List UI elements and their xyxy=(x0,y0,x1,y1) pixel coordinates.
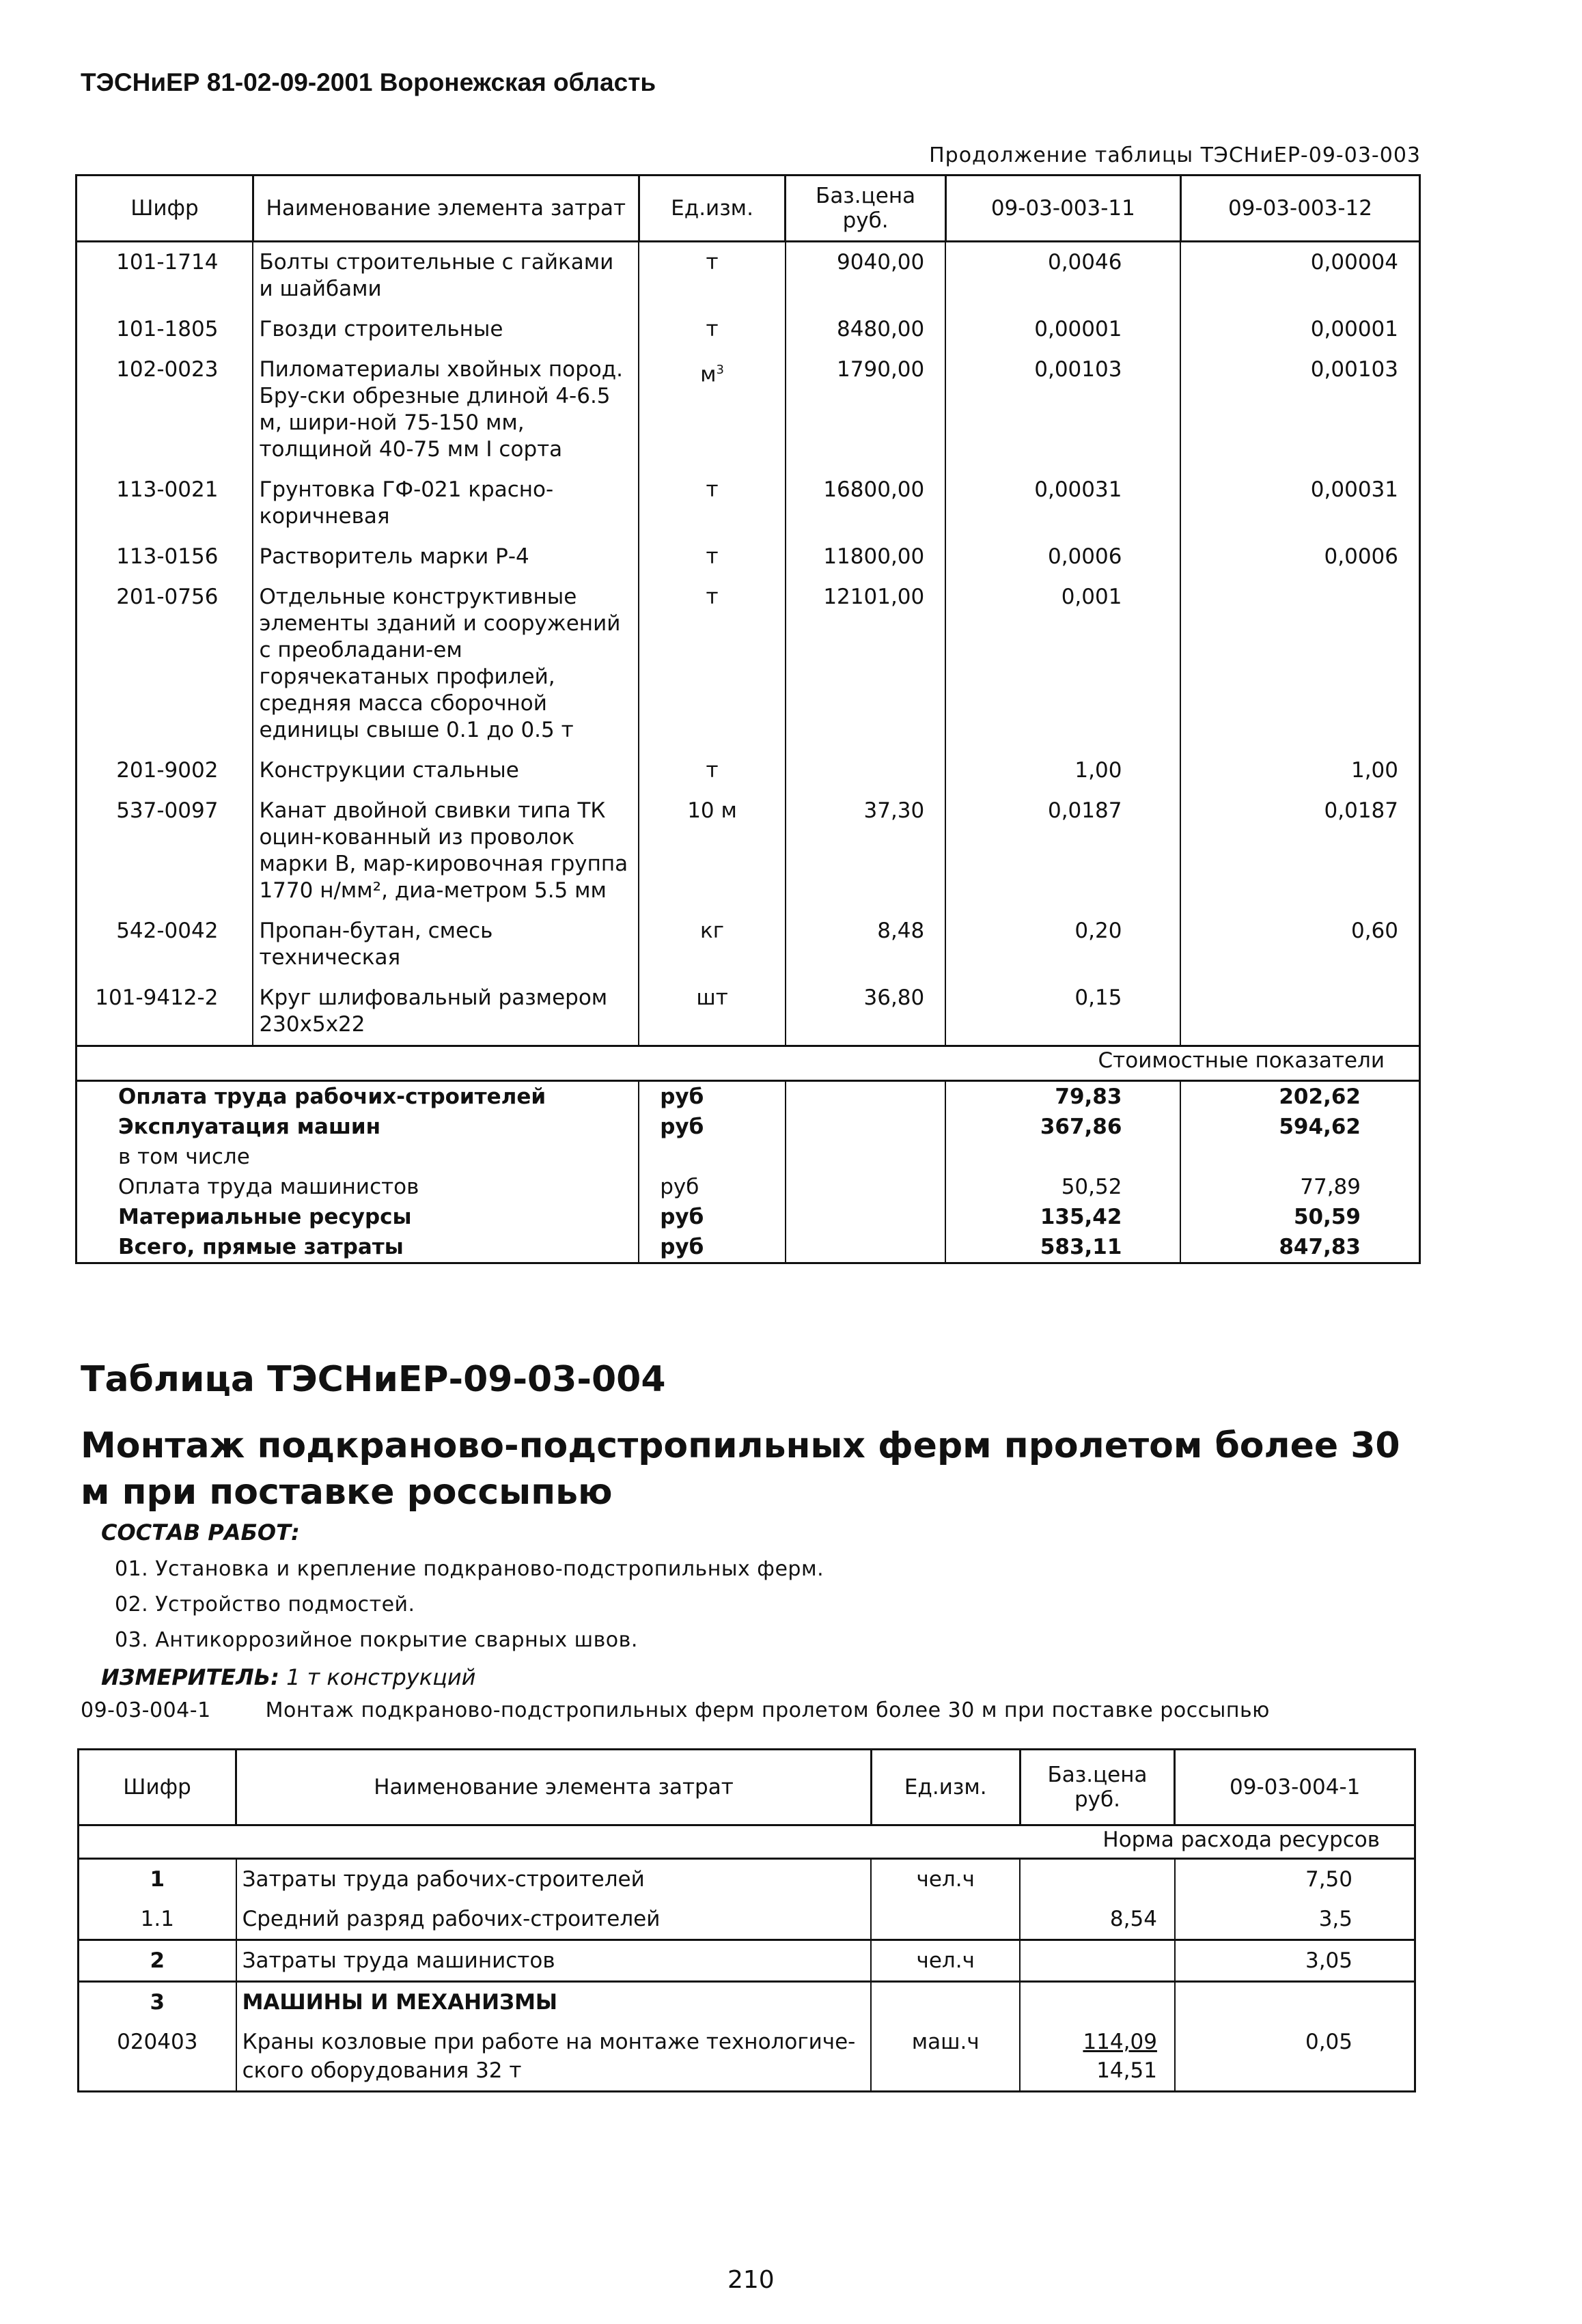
unit-text: м xyxy=(700,362,717,387)
resources-table-09-03-004 xyxy=(77,1748,1416,2092)
row-code: 113-0021 xyxy=(77,470,253,537)
work-item: 01. Установка и крепление подкраново-подстропильных ферм. xyxy=(115,1557,824,1581)
row-value: 3,05 xyxy=(1175,1940,1415,1982)
row-value-12: 0,60 xyxy=(1180,911,1419,978)
row-name: Грунтовка ГФ-021 красно-коричневая xyxy=(253,470,639,537)
summary-label: Всего, прямые затраты xyxy=(77,1232,639,1263)
row-name: Круг шлифовальный размером 230х5х22 xyxy=(253,978,639,1046)
row-name: Затраты труда рабочих-строителей xyxy=(236,1859,872,1900)
table-row xyxy=(79,2022,1415,2092)
row-unit xyxy=(639,470,786,537)
table-row xyxy=(77,350,1420,470)
norm-header: Норма расхода ресурсов xyxy=(79,1825,1415,1859)
row-price xyxy=(1020,1859,1175,1900)
row-price: 8,54 xyxy=(1020,1899,1175,1940)
row-value-12: 1,00 xyxy=(1180,751,1419,791)
summary-value-11: 79,83 xyxy=(945,1081,1180,1112)
cost-header: Стоимостные показатели xyxy=(77,1046,1420,1081)
table-continuation-note: Продолжение таблицы ТЭСНиЕР-09-03-003 xyxy=(929,143,1421,167)
summary-price xyxy=(786,1081,945,1112)
summary-row xyxy=(77,1202,1420,1232)
summary-value-12: 77,89 xyxy=(1180,1172,1419,1202)
row-value xyxy=(1175,1982,1415,2023)
summary-price xyxy=(786,1202,945,1232)
row-unit: чел.ч xyxy=(871,1940,1020,1982)
measure-label: ИЗМЕРИТЕЛЬ: xyxy=(101,1664,279,1690)
unit-text: т xyxy=(706,544,719,569)
summary-unit: руб xyxy=(639,1202,786,1232)
col-09-03-003-12: 09-03-003-12 xyxy=(1180,176,1419,242)
row-code: 020403 xyxy=(79,2022,236,2092)
row-code: 542-0042 xyxy=(77,911,253,978)
norm-code: 09-03-004-1 xyxy=(81,1698,211,1722)
summary-unit: руб xyxy=(639,1112,786,1142)
table-row xyxy=(77,978,1420,1046)
summary-value-12 xyxy=(1180,1142,1419,1172)
row-price: 16800,00 xyxy=(786,470,945,537)
summary-value-11: 583,11 xyxy=(945,1232,1180,1263)
table-row xyxy=(77,911,1420,978)
summary-value-12: 202,62 xyxy=(1180,1081,1419,1112)
summary-value-12: 50,59 xyxy=(1180,1202,1419,1232)
col-unit: Ед.изм. xyxy=(871,1750,1020,1825)
resources-table-09-03-003 xyxy=(75,174,1421,1264)
col-unit: Ед.изм. xyxy=(639,176,786,242)
row-name: Пропан-бутан, смесь техническая xyxy=(253,911,639,978)
work-item: 03. Антикоррозийное покрытие сварных швов. xyxy=(115,1628,638,1652)
table-row xyxy=(77,537,1420,577)
summary-row xyxy=(77,1112,1420,1142)
row-price: 36,80 xyxy=(786,978,945,1046)
document-header: ТЭСНиЕР 81-02-09-2001 Воронежская область xyxy=(81,68,656,96)
row-unit xyxy=(639,911,786,978)
table-row xyxy=(77,751,1420,791)
norm-header-row xyxy=(79,1825,1415,1859)
summary-unit: руб xyxy=(639,1172,786,1202)
norm-description: Монтаж подкраново-подстропильных ферм пролетом более 30 м при поставке россыпью xyxy=(265,1698,1270,1722)
row-price: 8480,00 xyxy=(786,309,945,350)
unit-text: т xyxy=(706,758,719,783)
unit-text: 10 м xyxy=(687,798,737,823)
row-unit xyxy=(639,350,786,470)
col-09-03-004-1: 09-03-004-1 xyxy=(1175,1750,1415,1825)
row-code: 201-0756 xyxy=(77,577,253,751)
row-name: МАШИНЫ И МЕХАНИЗМЫ xyxy=(236,1982,872,2023)
row-price: 12101,00 xyxy=(786,577,945,751)
row-value-11: 0,0187 xyxy=(945,791,1180,911)
row-code: 101-1714 xyxy=(77,242,253,310)
row-value: 7,50 xyxy=(1175,1859,1415,1900)
col-09-03-003-11: 09-03-003-11 xyxy=(945,176,1180,242)
row-unit: чел.ч xyxy=(871,1859,1020,1900)
row-value-11: 0,0046 xyxy=(945,242,1180,310)
row-value: 3,5 xyxy=(1175,1899,1415,1940)
row-value-12 xyxy=(1180,978,1419,1046)
summary-label: Материальные ресурсы xyxy=(77,1202,639,1232)
row-unit xyxy=(639,309,786,350)
row-unit xyxy=(871,1899,1020,1940)
summary-label: Эксплуатация машин xyxy=(77,1112,639,1142)
summary-unit: руб xyxy=(639,1232,786,1263)
table-row xyxy=(79,1940,1415,1982)
summary-row xyxy=(77,1081,1420,1112)
row-price xyxy=(1020,1982,1175,2023)
row-unit xyxy=(639,537,786,577)
row-code: 2 xyxy=(79,1940,236,1982)
row-price: 37,30 xyxy=(786,791,945,911)
row-code: 101-9412-2 xyxy=(77,978,253,1046)
row-value-11: 0,00103 xyxy=(945,350,1180,470)
row-name: Канат двойной свивки типа ТК оцин-кованный из проволок марки В, мар-кировочная группа 1770 н/мм², диа-метром 5.5 мм xyxy=(253,791,639,911)
measure-line xyxy=(101,1664,475,1690)
row-price xyxy=(1020,2022,1175,2092)
col-price: Баз.цена руб. xyxy=(1020,1750,1175,1825)
row-code: 3 xyxy=(79,1982,236,2023)
col-price: Баз.цена руб. xyxy=(786,176,945,242)
row-unit xyxy=(639,577,786,751)
price-secondary: 14,51 xyxy=(1096,2058,1157,2083)
row-value-11: 0,001 xyxy=(945,577,1180,751)
summary-value-11: 367,86 xyxy=(945,1112,1180,1142)
row-code: 102-0023 xyxy=(77,350,253,470)
row-name: Краны козловые при работе на монтаже технологиче-ского оборудования 32 т xyxy=(236,2022,872,2092)
row-value-12: 0,00103 xyxy=(1180,350,1419,470)
section-subtitle: Монтаж подкраново-подстропильных ферм пролетом более 30 м при поставке россыпью xyxy=(81,1425,1400,1513)
row-name: Средний разряд рабочих-строителей xyxy=(236,1899,872,1940)
summary-label: Оплата труда машинистов xyxy=(77,1172,639,1202)
table-row xyxy=(79,1982,1415,2023)
section-title: Таблица ТЭСНиЕР-09-03-004 xyxy=(81,1359,666,1400)
unit-text: шт xyxy=(696,985,728,1010)
measure-value: 1 т конструкций xyxy=(286,1664,476,1690)
row-price: 8,48 xyxy=(786,911,945,978)
row-name: Растворитель марки Р-4 xyxy=(253,537,639,577)
unit-superscript: 3 xyxy=(716,363,724,377)
table-row xyxy=(79,1859,1415,1900)
row-value-11: 1,00 xyxy=(945,751,1180,791)
summary-value-12: 847,83 xyxy=(1180,1232,1419,1263)
row-unit xyxy=(871,1982,1020,2023)
row-value-12: 0,0006 xyxy=(1180,537,1419,577)
summary-price xyxy=(786,1142,945,1172)
table-row xyxy=(79,1899,1415,1940)
unit-text: кг xyxy=(700,919,725,943)
price-primary: 114,09 xyxy=(1083,2030,1157,2054)
row-value: 0,05 xyxy=(1175,2022,1415,2092)
work-composition-label: СОСТАВ РАБОТ: xyxy=(101,1520,300,1545)
summary-label: Оплата труда рабочих-строителей xyxy=(77,1081,639,1112)
col-name: Наименование элемента затрат xyxy=(253,176,639,242)
row-price: 11800,00 xyxy=(786,537,945,577)
row-value-11: 0,15 xyxy=(945,978,1180,1046)
row-value-11: 0,0006 xyxy=(945,537,1180,577)
row-value-12: 0,00004 xyxy=(1180,242,1419,310)
summary-price xyxy=(786,1112,945,1142)
summary-unit xyxy=(639,1142,786,1172)
work-item: 02. Устройство подмостей. xyxy=(115,1593,415,1616)
summary-row xyxy=(77,1232,1420,1263)
row-code: 1.1 xyxy=(79,1899,236,1940)
summary-price xyxy=(786,1172,945,1202)
row-code: 537-0097 xyxy=(77,791,253,911)
summary-price xyxy=(786,1232,945,1263)
row-unit xyxy=(639,751,786,791)
row-price: 1790,00 xyxy=(786,350,945,470)
unit-text: т xyxy=(706,317,719,341)
row-unit xyxy=(639,978,786,1046)
row-price xyxy=(1020,1940,1175,1982)
table-row xyxy=(77,577,1420,751)
unit-text: т xyxy=(706,585,719,609)
row-value-12: 0,0187 xyxy=(1180,791,1419,911)
row-price xyxy=(786,751,945,791)
row-name: Затраты труда машинистов xyxy=(236,1940,872,1982)
row-name: Конструкции стальные xyxy=(253,751,639,791)
summary-value-12: 594,62 xyxy=(1180,1112,1419,1142)
summary-label: в том числе xyxy=(77,1142,639,1172)
row-price: 9040,00 xyxy=(786,242,945,310)
row-unit xyxy=(639,791,786,911)
row-value-12 xyxy=(1180,577,1419,751)
col-code: Шифр xyxy=(77,176,253,242)
table-row xyxy=(77,470,1420,537)
row-code: 101-1805 xyxy=(77,309,253,350)
row-code: 201-9002 xyxy=(77,751,253,791)
table-row xyxy=(77,242,1420,310)
row-value-11: 0,00031 xyxy=(945,470,1180,537)
row-name: Гвозди строительные xyxy=(253,309,639,350)
col-name: Наименование элемента затрат xyxy=(236,1750,872,1825)
summary-value-11 xyxy=(945,1142,1180,1172)
row-value-12: 0,00001 xyxy=(1180,309,1419,350)
row-name: Пиломатериалы хвойных пород. Бру-ски обрезные длиной 4-6.5 м, шири-ной 75-150 мм, толщиной 40-75 мм I сорта xyxy=(253,350,639,470)
row-value-11: 0,20 xyxy=(945,911,1180,978)
summary-row xyxy=(77,1142,1420,1172)
row-name: Болты строительные с гайками и шайбами xyxy=(253,242,639,310)
cost-header-row xyxy=(77,1046,1420,1081)
norm-code-line xyxy=(81,1698,1270,1722)
unit-text: т xyxy=(706,250,719,275)
col-code: Шифр xyxy=(79,1750,236,1825)
table-row xyxy=(77,309,1420,350)
row-unit: маш.ч xyxy=(871,2022,1020,2092)
summary-unit: руб xyxy=(639,1081,786,1112)
row-code: 113-0156 xyxy=(77,537,253,577)
row-code: 1 xyxy=(79,1859,236,1900)
row-unit xyxy=(639,242,786,310)
summary-value-11: 50,52 xyxy=(945,1172,1180,1202)
row-name: Отдельные конструктивные элементы зданий и сооружений с преобладани-ем горячекатаных профилей, средняя масса сборочной единицы свыше 0.1 до 0.5 т xyxy=(253,577,639,751)
unit-text: т xyxy=(706,477,719,502)
row-value-12: 0,00031 xyxy=(1180,470,1419,537)
summary-row xyxy=(77,1172,1420,1202)
page-number: 210 xyxy=(727,2266,775,2294)
summary-value-11: 135,42 xyxy=(945,1202,1180,1232)
table-row xyxy=(77,791,1420,911)
row-value-11: 0,00001 xyxy=(945,309,1180,350)
